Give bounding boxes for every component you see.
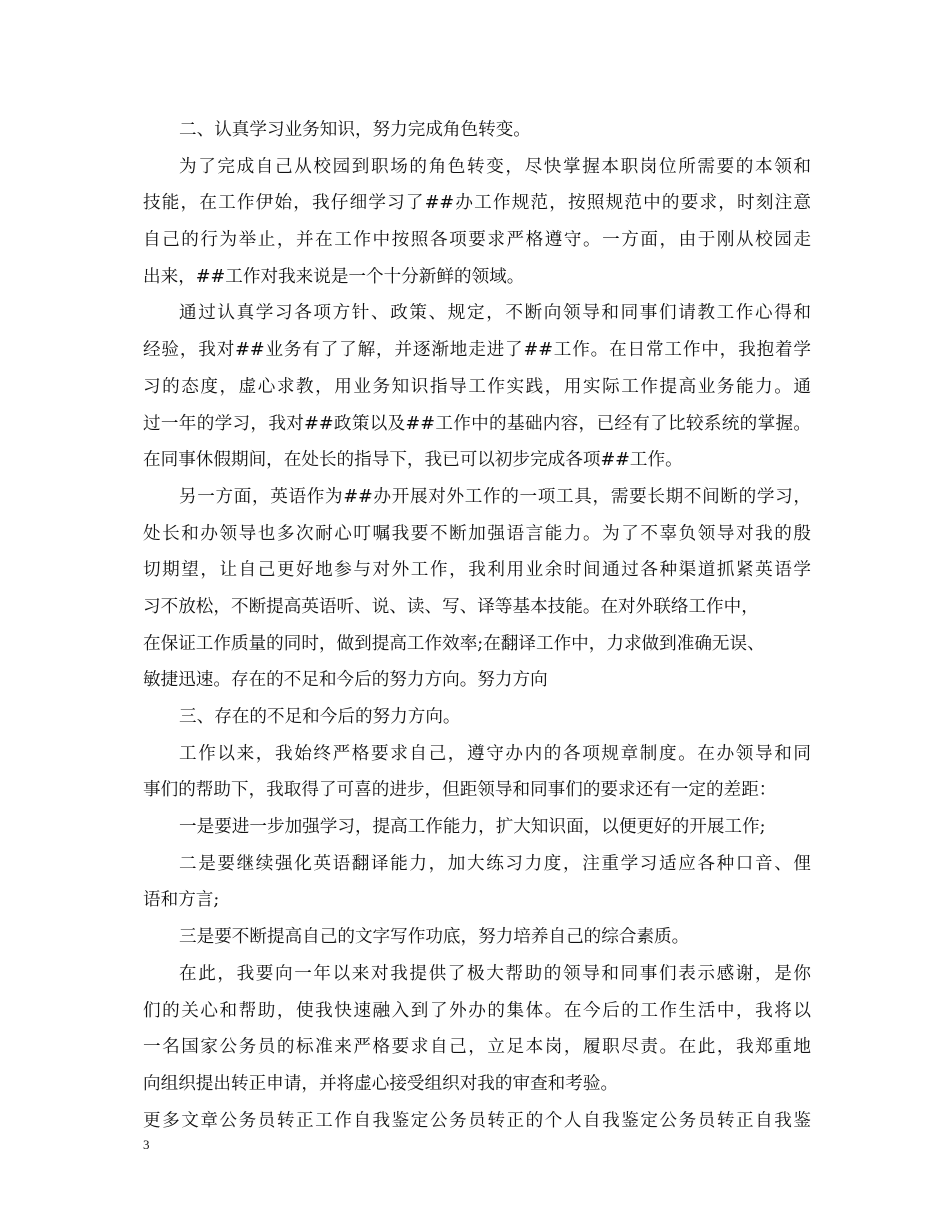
text-line: 事们的帮助下，我取得了可喜的进步，但距领导和同事们的要求还有一定的差距： xyxy=(143,780,777,801)
text-line: 二是要继续强化英语翻译能力，加大练习力度，注重学习适应各种口音、俚 xyxy=(179,853,811,874)
text-line: 敏捷迅速。存在的不足和今后的努力方向。努力方向 xyxy=(143,670,548,691)
text-line: 在同事休假期间，在处长的指导下，我已可以初步完成各项##工作。 xyxy=(143,450,683,471)
text-line: 通过认真学习各项方针、政策、规定，不断向领导和同事们请教工作心得和 xyxy=(179,303,811,324)
text-line: 技能，在工作伊始，我仔细学习了##办工作规范，按照规范中的要求，时刻注意 xyxy=(143,193,811,214)
text-line: 向组织提出转正申请，并将虚心接受组织对我的审查和考验。 xyxy=(143,1073,619,1094)
text-line: 处长和办领导也多次耐心叮嘱我要不断加强语言能力。为了不辜负领导对我的殷 xyxy=(143,523,811,544)
text-line: 经验，我对##业务有了了解，并逐渐地走进了##工作。在日常工作中，我抱着学 xyxy=(143,340,811,361)
text-line: 三是要不断提高自己的文字写作功底，努力培养自己的综合素质。 xyxy=(179,927,690,948)
text-line: 习的态度，虚心求教，用业务知识指导工作实践，用实际工作提高业务能力。通 xyxy=(143,376,811,397)
text-line: 为了完成自己从校园到职场的角色转变，尽快掌握本职岗位所需要的本领和 xyxy=(179,156,811,177)
text-line: 过一年的学习，我对##政策以及##工作中的基础内容，已经有了比较系统的掌握。 xyxy=(143,413,811,434)
text-line: 工作以来，我始终严格要求自己，遵守办内的各项规章制度。在办领导和同 xyxy=(179,743,811,764)
text-line: 自己的行为举止，并在工作中按照各项要求严格遵守。一方面，由于刚从校园走 xyxy=(143,230,811,251)
text-line: 一是要进一步加强学习，提高工作能力，扩大知识面，以便更好的开展工作; xyxy=(179,817,766,838)
body-text xyxy=(143,112,811,1139)
text-line: 更多文章公务员转正工作自我鉴定公务员转正的个人自我鉴定公务员转正自我鉴 xyxy=(143,1110,811,1131)
text-line: 在保证工作质量的同时，做到提高工作效率;在翻译工作中，力求做到准确无误、 xyxy=(143,633,765,654)
text-line: 们的关心和帮助，使我快速融入到了外办的集体。在今后的工作生活中，我将以 xyxy=(143,1000,811,1021)
text-line: 一名国家公务员的标准来严格要求自己，立足本岗，履职尽责。在此，我郑重地 xyxy=(143,1037,811,1058)
text-line: 在此，我要向一年以来对我提供了极大帮助的领导和同事们表示感谢，是你 xyxy=(179,963,811,984)
text-line: 另一方面，英语作为##办开展对外工作的一项工具，需要长期不间断的学习， xyxy=(179,486,811,507)
text-line: 切期望，让自己更好地参与对外工作，我利用业余时间通过各种渠道抓紧英语学 xyxy=(143,560,811,581)
text-line: 出来，##工作对我来说是一个十分新鲜的领域。 xyxy=(143,266,525,287)
page-number: 3 xyxy=(143,1137,150,1152)
heading-line: 二、认真学习业务知识，努力完成角色转变。 xyxy=(179,120,531,140)
text-line: 语和方言; xyxy=(143,890,220,911)
text-line: 习不放松，不断提高英语听、说、读、写、译等基本技能。在对外联络工作中， xyxy=(143,596,759,617)
heading-line: 三、存在的不足和今后的努力方向。 xyxy=(179,707,461,727)
